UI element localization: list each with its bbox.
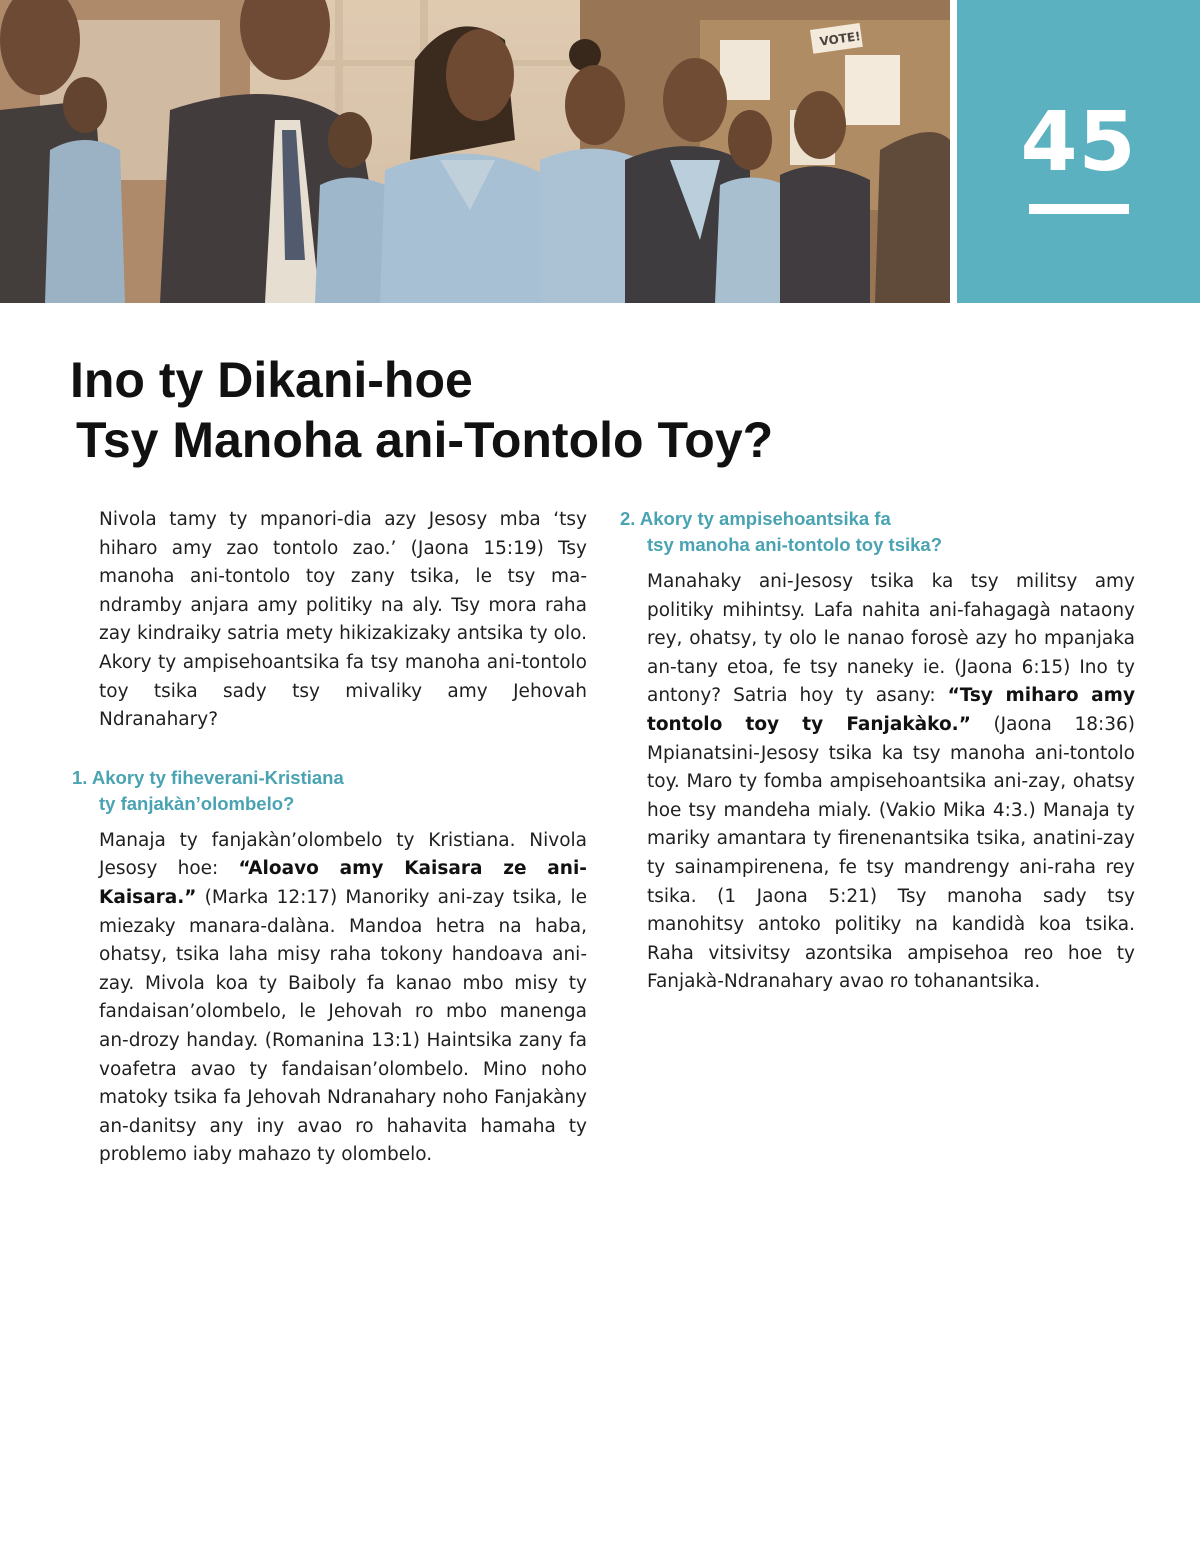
section-1-text-before: Manaja ty fanjakàn’olombelo ty Kristiana. Nivola Jesosy hoe: bbox=[99, 829, 587, 880]
section-2-text-after: (Jaona 18:36) Mpianatsini-Jesosy tsika ka tsy manoha ani-tontolo toy. Maro ty fomba ampisehoantsika ani-zay, ohatsy hoe tsy mandeha mialy. (Vakio Mika 4:3.) Manaja ty mariky amantara ty firenenantsika tsika, anatini-zay ty sainampirenena, fe tsy mandrengy ani-raha rey tsika. (1 Jaona 5:21) Tsy manoha sady tsy manohitsy antoko politiky na kandidà koa tsika. Raha vitsivitsy azontsika ampisehoa reo hoe ty Fanjakà-Ndranahary avao ro tohanantsika. bbox=[647, 713, 1135, 993]
intro-paragraph: Nivola tamy ty mpanori-dia azy Jesosy mba ‘tsy hiharo amy zao tontolo zao.’ (Jaona 15:19) Tsy manoha ani-tontolo toy zany tsika, le tsy mandramby anjara amy politiky na aly. Tsy mora raha zay kindraiky satria mety hikizakizaky antsika ty olo. Akory ty ampisehoantsika fa tsy manoha ani-tontolo toy tsika sady tsy mivaliky amy Jehovah Ndranahary? bbox=[99, 509, 587, 731]
section-2-scripture-quote: “Tsy miharo amy tontolo toy ty Fanjakàko.” bbox=[647, 685, 1136, 735]
lesson-number-underline bbox=[1029, 204, 1129, 214]
header-photo bbox=[0, 0, 950, 303]
section-1-scripture-quote: “Aloavo amy Kaisara ze ani-Kaisara.” bbox=[99, 858, 587, 908]
section-1-question-line-1: 1. Akory ty fiheverani-Kristiana bbox=[72, 766, 344, 788]
section-2-text-before: Manahaky ani-Jesosy tsika ka tsy militsy amy politiky mihintsy. Lafa nahita ani-fahagagà nataony rey, ohatsy, ty olo le nanao forosè azy ho mpanjaka an-tany etoa, fe tsy naneky ie. (Jaona 6:15) Ino ty antony? Satria hoy ty asany: bbox=[647, 571, 1135, 707]
right-column bbox=[620, 506, 1135, 997]
section-1-paragraph bbox=[72, 827, 587, 1170]
section-2-paragraph bbox=[620, 568, 1135, 997]
section-2-question-line-1: 2. Akory ty ampisehoantsika fa bbox=[620, 508, 891, 529]
photo-vote-sign: VOTE! bbox=[818, 29, 862, 49]
section-2-question-line-2: tsy manoha ani-tontolo toy tsika? bbox=[647, 534, 942, 555]
page-title-line-1: Ino ty Dikani-hoe bbox=[70, 352, 473, 408]
lesson-number-box bbox=[957, 0, 1200, 303]
section-1-question bbox=[72, 765, 587, 817]
section-2-question bbox=[620, 506, 1135, 558]
page-title bbox=[70, 350, 773, 470]
left-column bbox=[72, 506, 587, 1170]
header-photo-scene bbox=[0, 0, 950, 303]
section-1-text-after: (Marka 12:17) Manoriky ani-zay tsika, le miezaky manara-dalàna. Mandoa hetra na haba, ohatsy, tsika laha misy raha tokony handoava ani-zay. Mivola koa ty Baiboly fa kanao mbo misy ty fandaisan’olombelo, le Jehovah ro mbo manenga an-drozy handay. (Romanina 13:1) Haintsika zany fa voafetra avao ty fandaisan’olombelo. Mino noho matoky tsika fa Jehovah Ndranahary noho Fanjakàny an-danitsy any iny avao ro hahavita hamaha ty problemo iaby mahazo ty olombelo. bbox=[99, 886, 587, 1166]
lesson-number: 45 bbox=[1020, 95, 1137, 190]
section-1-question-line-2: ty fanjakàn’olombelo? bbox=[99, 792, 295, 814]
page-title-line-2: Tsy Manoha ani-Tontolo Toy? bbox=[76, 412, 774, 468]
